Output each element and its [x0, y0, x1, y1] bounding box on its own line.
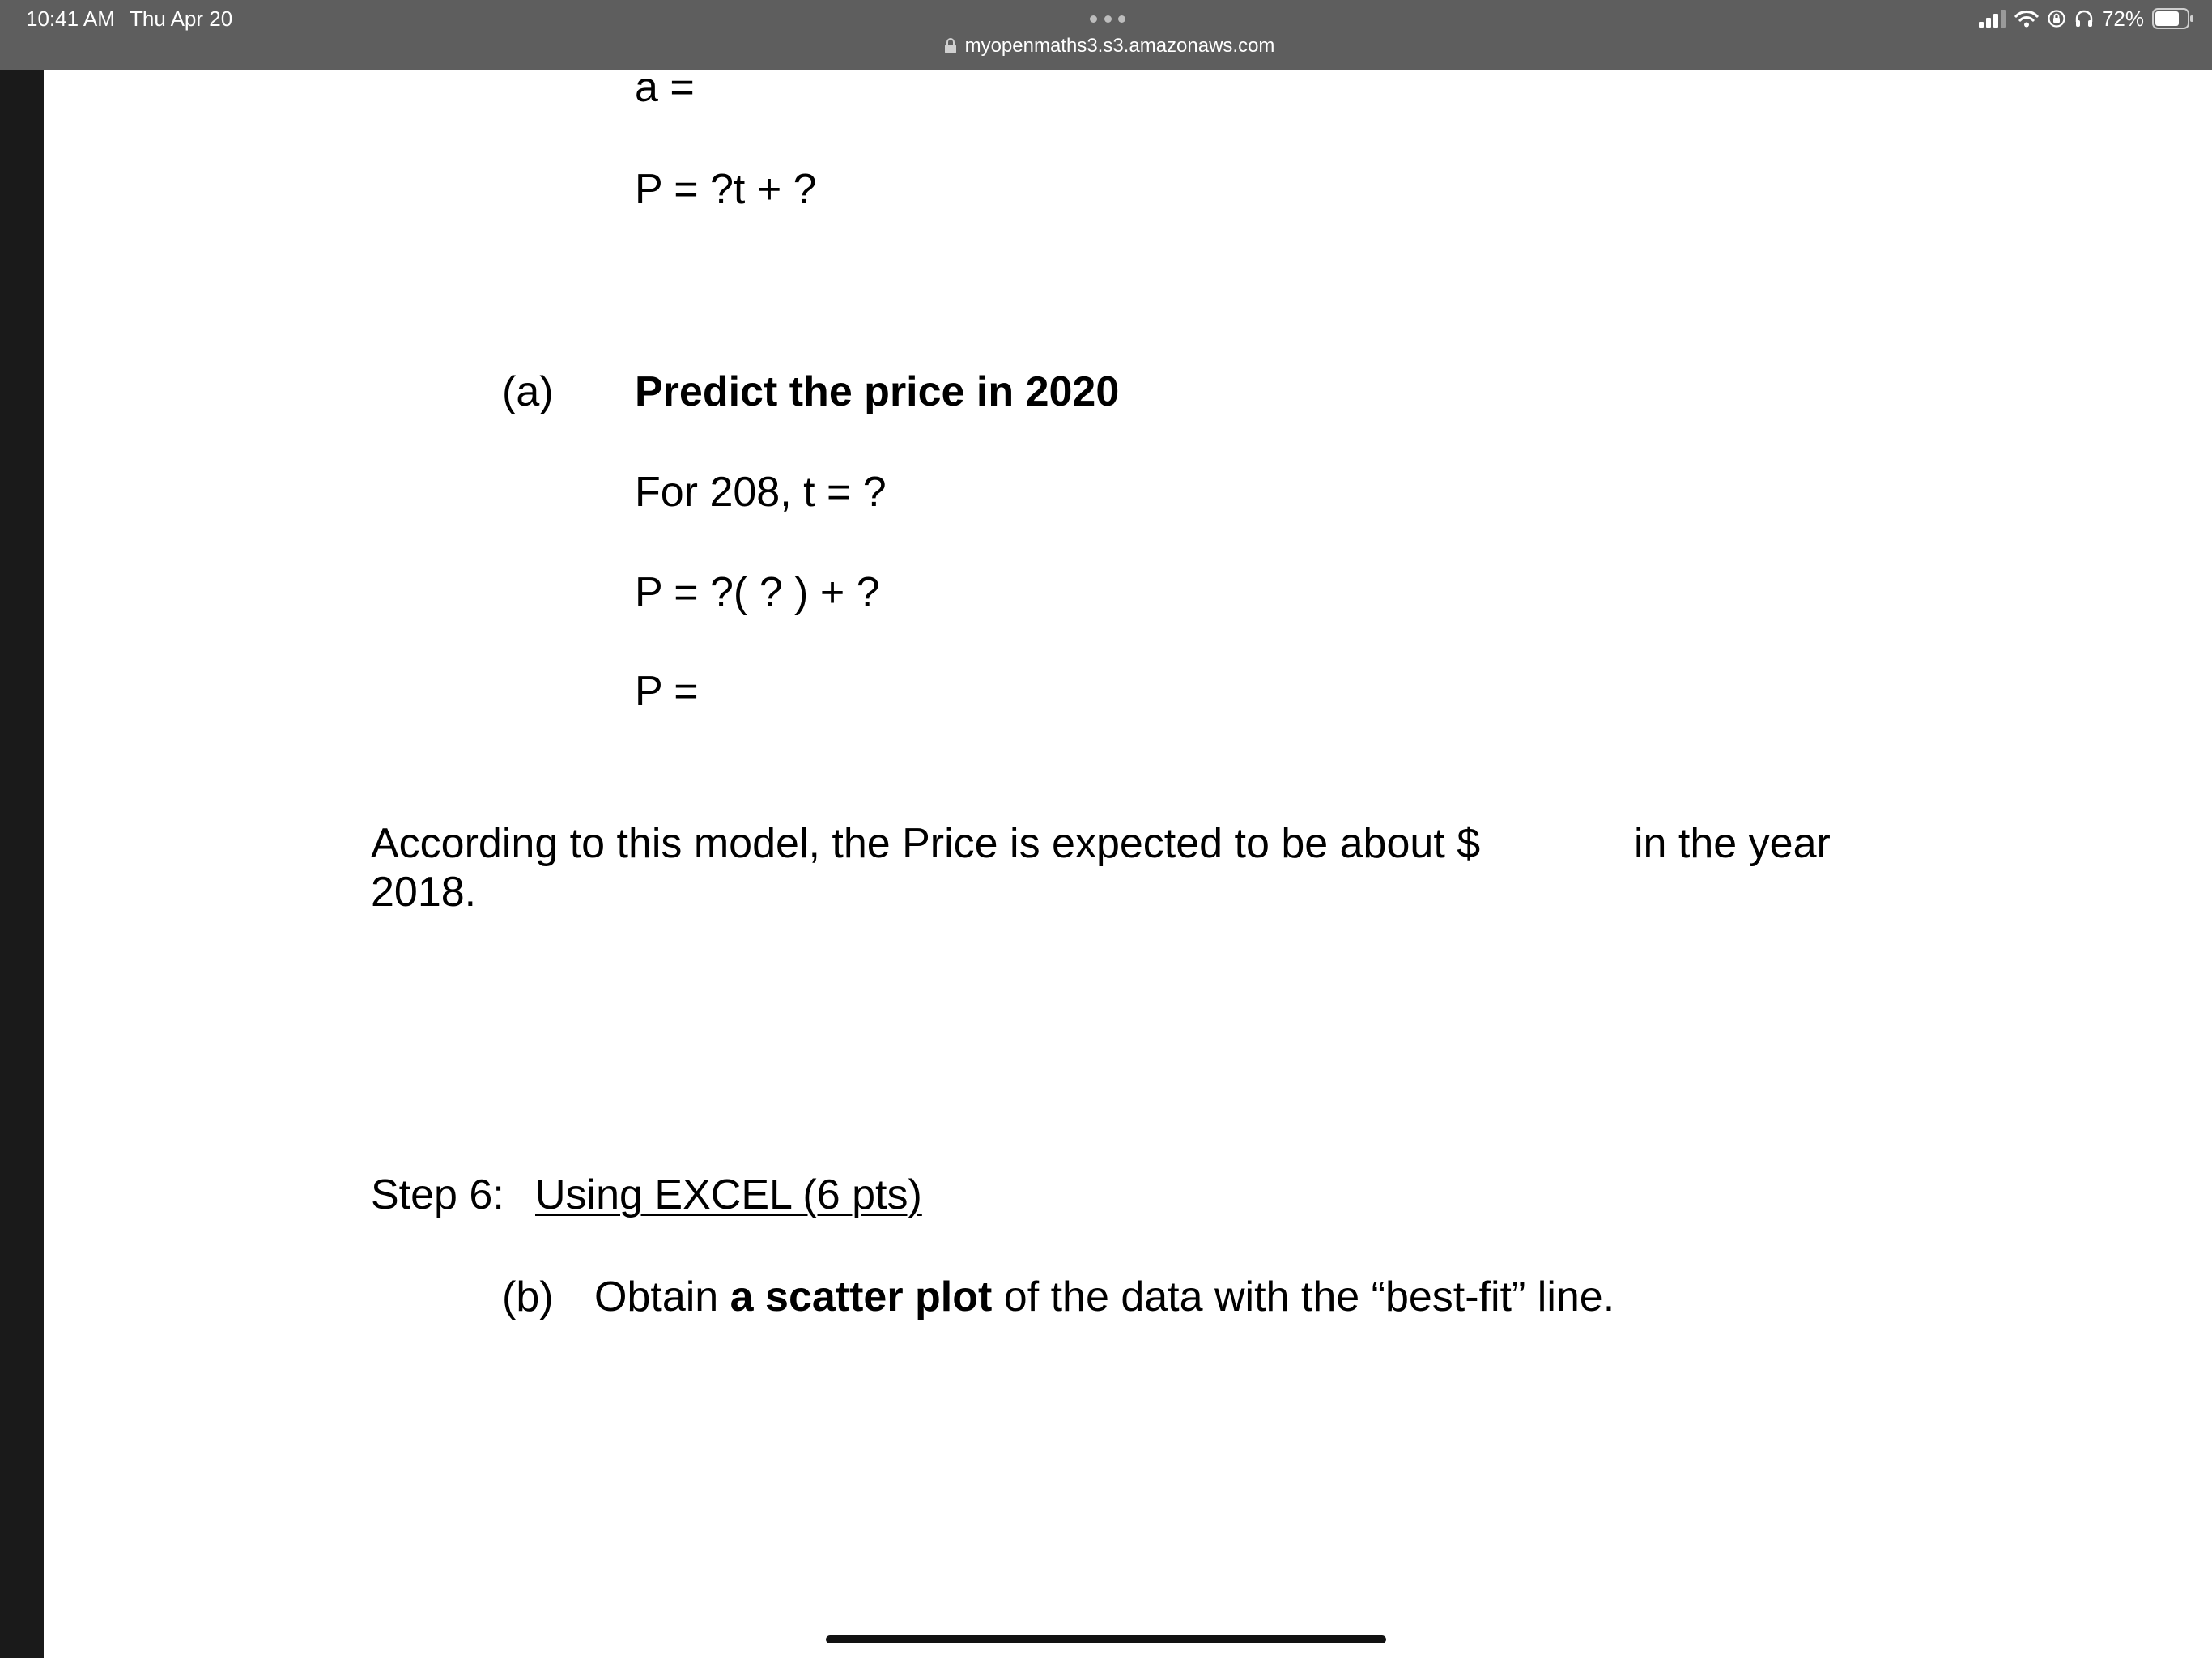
home-indicator[interactable]	[826, 1635, 1386, 1643]
status-date: Thu Apr 20	[130, 6, 233, 31]
part-b-post: of the data with the “best-fit” line.	[1003, 1273, 1615, 1320]
battery-percentage: 72%	[2101, 6, 2144, 31]
part-a-label: (a)	[502, 368, 554, 415]
part-b-text	[594, 1273, 1614, 1321]
address-bar[interactable]	[939, 32, 1279, 60]
p-result-line: P =	[635, 668, 699, 715]
url-text: myopenmaths3.s3.amazonaws.com	[964, 35, 1275, 57]
according-text-line2: 2018.	[371, 869, 477, 916]
step6-label: Step 6:	[371, 1171, 504, 1218]
according-text-line1: According to this model, the Price is expected to be about $	[371, 820, 1481, 867]
part-b-bold: a scatter plot	[730, 1273, 993, 1320]
status-icons	[1979, 5, 2194, 32]
lock-icon	[944, 38, 957, 54]
left-sidebar-strip	[0, 70, 44, 1658]
part-b-label: (b)	[502, 1273, 554, 1320]
browser-top-bar	[0, 0, 2212, 70]
status-time: 10:41 AM	[26, 6, 115, 31]
part-a-title: Predict the price in 2020	[635, 368, 1120, 415]
part-b-pre: Obtain	[594, 1273, 719, 1320]
wifi-icon	[2014, 10, 2039, 28]
for-t-line: For 208, t = ?	[635, 469, 887, 516]
step6-title: Using EXCEL (6 pts)	[535, 1171, 922, 1218]
p-formula-line: P = ?t + ?	[635, 166, 817, 213]
according-text-year: in the year	[1634, 820, 1831, 867]
p-substitution-line: P = ?( ? ) + ?	[635, 569, 880, 616]
signal-icon	[1979, 10, 2006, 28]
battery-icon	[2152, 8, 2194, 29]
document-page[interactable]	[44, 64, 2212, 1658]
more-dots-icon[interactable]	[1090, 13, 1125, 24]
a-equals-line: a =	[635, 64, 695, 111]
headphones-icon	[2074, 9, 2094, 28]
screen-lock-icon	[2047, 9, 2066, 28]
